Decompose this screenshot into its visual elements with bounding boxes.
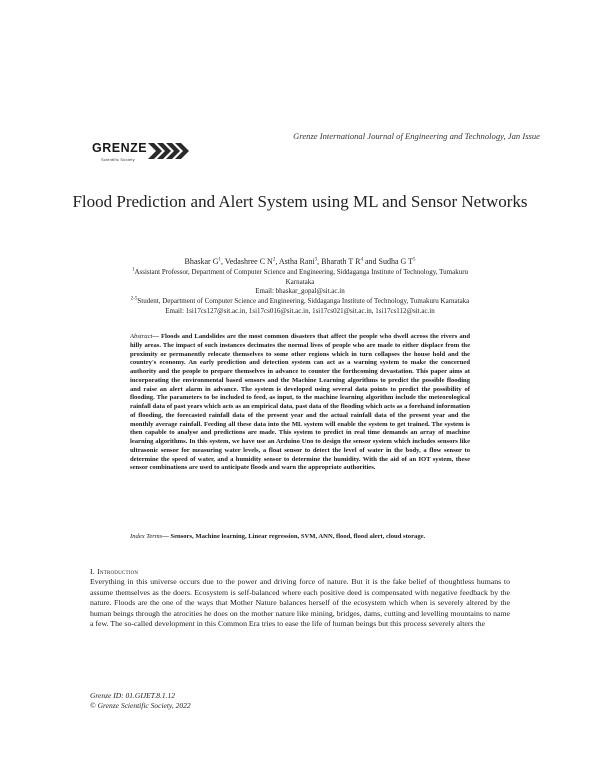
author-name: , Vedashree C N: [220, 257, 273, 266]
logo-subtitle: Scientific Society: [101, 157, 135, 162]
abstract-text: — Floods and Landslides are the most common disasters that affect the people who dwell across the rivers and hilly areas. The impact of such instances decimates the normal lives of people who are made to either displace from the proximity or permanently relocate themselves to some other regions which in turn collapses the house hold and the country's economy. An early prediction and detection system can act as a warning system to make the concerned authority and the people to prepare themselves in advance to counter the forthcoming devastation. This paper aims at incorporating the environmental based sensors and the Machine Learning algorithms to predict the possible flooding and raise an alert alarm in advance. The system is developed using several data points to predict the possibility of flooding. The parameters to be included to feed, as input, to the machine learning algorithm include the meteorological rainfall data of past years which acts as an empirical data, past data of the flooding which acts as a forehand information of flooding, the forecasted rainfall data of the present year and the actual rainfall data of the present year and the monthly average rainfall. Feeding all these data into the ML system will enable the system to get trained. The system is then capable to analyse and predictions are made. This system to predict in real time demands an array of machine learning algorithms. In this system, we have use an Arduino Uno to design the sensor system which includes sensors like ultrasonic sensor for measuring water levels, a float sensor to detect the level of water in the body, a flow sensor to determine the speed of water, and a humidity sensor to determine the humidity. With the aid of an IOT system, these sensor combinations are used to anticipate floods and warn the appropriate authorities.: [130, 333, 470, 472]
affiliation-text: Assistant Professor, Department of Computer Science and Engineering, Siddaganga Institute of Technology, Tumakuru: [134, 268, 469, 276]
logo-wordmark: GRENZE: [92, 141, 148, 155]
affiliation-sup: 2-5: [130, 296, 138, 302]
affiliation-2: [70, 297, 530, 307]
index-terms-label: Index Terms: [130, 533, 163, 540]
abstract: [130, 333, 470, 473]
author-sup: 5: [413, 257, 416, 263]
index-terms-text: — Sensors, Machine learning, Linear regression, SVM, ANN, flood, flood alert, cloud storage.: [162, 533, 426, 540]
affiliation-city: Karnataka: [285, 277, 315, 286]
paper-title: Flood Prediction and Alert System using ML and Sensor Networks: [72, 192, 528, 211]
email-2: Email: 1si17cs127@sit.ac.in, 1si17cs016@sit.ac.in, 1si17cs021@sit.ac.in, 1si17cs112@sit.ac.in: [165, 307, 435, 315]
author-name: Bhaskar G: [184, 257, 219, 266]
author-list: [60, 257, 540, 266]
abstract-label: Abstract: [130, 333, 153, 340]
section-body: Everything in this universe occurs due to the power and driving force of nature. But it is the fake belief of thoughtless humans to assume themselves as the doers. Ecosystem is self-balanced where each positive deed is compensated with negative feedback by the nature. Floods are the one of the ways that Mother Nature balances herself of the ecosystem which when is severely altered by the human beings through the atrocities he does on the mother nature like mining, bridges, dams, cutting and levelling mountains to name a few. The so-called development in this Common Era tries to ease the life of human beings but this process severely alters the: [90, 577, 510, 629]
copyright: © Grenze Scientific Society, 2022: [90, 701, 191, 710]
affiliation-1: [70, 268, 530, 287]
author-name: and Sudha G T: [362, 257, 414, 266]
author-name: , Bharath T R: [317, 257, 361, 266]
author-sup: 4: [360, 257, 363, 263]
journal-name: Grenze International Journal of Engineering and Technology, Jan Issue: [293, 131, 540, 141]
index-terms: [130, 533, 470, 542]
section-heading: I. Introduction: [90, 567, 139, 576]
affiliation-text: Student, Department of Computer Science and Engineering, Siddaganga Institute of Technology, Tumakuru Karnataka: [137, 297, 470, 305]
footer: [90, 691, 191, 711]
author-sup: 2: [272, 257, 276, 263]
author-sup: 1: [218, 257, 221, 263]
author-name: , Astha Rani: [275, 257, 315, 266]
grenze-id: Grenze ID: 01.GIJET.8.1.12: [90, 691, 175, 700]
email-1: Email: bhaskar_gopal@sit.ac.in: [255, 287, 345, 295]
affiliation-sup: 1: [131, 267, 135, 273]
author-sup: 3: [314, 257, 318, 263]
